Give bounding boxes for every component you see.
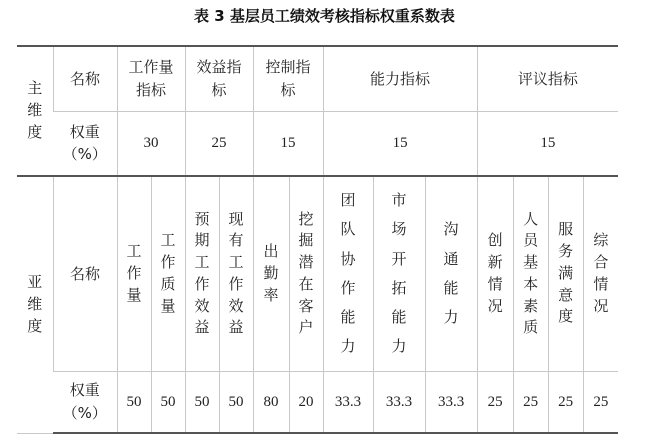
indicator-name: 挖掘潜在客户 <box>289 176 323 371</box>
indicator-name: 创新情况 <box>477 176 513 371</box>
indicator-name: 预期工作效益 <box>185 176 219 371</box>
indicator-weight: 25 <box>583 371 618 433</box>
indicator-name: 工作量 <box>117 176 151 371</box>
indicator-weight: 50 <box>185 371 219 433</box>
weight-benefit: 25 <box>185 111 253 176</box>
category-control: 控制指 标 <box>253 46 323 111</box>
indicator-name: 服务满意度 <box>548 176 583 371</box>
indicator-weight: 33.3 <box>323 371 373 433</box>
indicator-name: 市场开拓能力 <box>373 176 425 371</box>
indicator-weight: 50 <box>219 371 253 433</box>
sub-weight-label: 权重 （%） <box>53 371 117 433</box>
weight-ability: 15 <box>323 111 477 176</box>
main-name-row <box>17 46 618 111</box>
sub-dimension-label: 亚维度 <box>17 176 53 433</box>
main-name-label: 名称 <box>53 46 117 111</box>
main-weight-label: 权重 （%） <box>53 111 117 176</box>
indicator-weight: 25 <box>548 371 583 433</box>
weight-table <box>17 45 618 434</box>
indicator-weight: 25 <box>477 371 513 433</box>
main-weight-row <box>17 111 618 176</box>
sub-name-label: 名称 <box>53 176 117 371</box>
category-benefit: 效益指 标 <box>185 46 253 111</box>
indicator-name: 综合情况 <box>583 176 618 371</box>
sub-name-row <box>17 176 618 371</box>
indicator-name: 沟通能力 <box>425 176 477 371</box>
indicator-weight: 33.3 <box>425 371 477 433</box>
category-evaluation: 评议指标 <box>477 46 618 111</box>
indicator-weight: 50 <box>151 371 185 433</box>
indicator-weight: 25 <box>513 371 548 433</box>
main-dimension-label: 主维度 <box>17 46 53 176</box>
indicator-name: 人员基本素质 <box>513 176 548 371</box>
indicator-name: 现有工作效益 <box>219 176 253 371</box>
weight-control: 15 <box>253 111 323 176</box>
indicator-weight: 80 <box>253 371 289 433</box>
category-workload: 工作量 指标 <box>117 46 185 111</box>
weight-workload: 30 <box>117 111 185 176</box>
category-ability: 能力指标 <box>323 46 477 111</box>
sub-weight-row <box>17 371 618 433</box>
indicator-weight: 20 <box>289 371 323 433</box>
weight-evaluation: 15 <box>477 111 618 176</box>
indicator-name: 工作质量 <box>151 176 185 371</box>
indicator-name: 出勤率 <box>253 176 289 371</box>
indicator-name: 团队协作能力 <box>323 176 373 371</box>
table-caption: 表 3 基层员工绩效考核指标权重系数表 <box>194 7 455 25</box>
indicator-weight: 50 <box>117 371 151 433</box>
indicator-weight: 33.3 <box>373 371 425 433</box>
